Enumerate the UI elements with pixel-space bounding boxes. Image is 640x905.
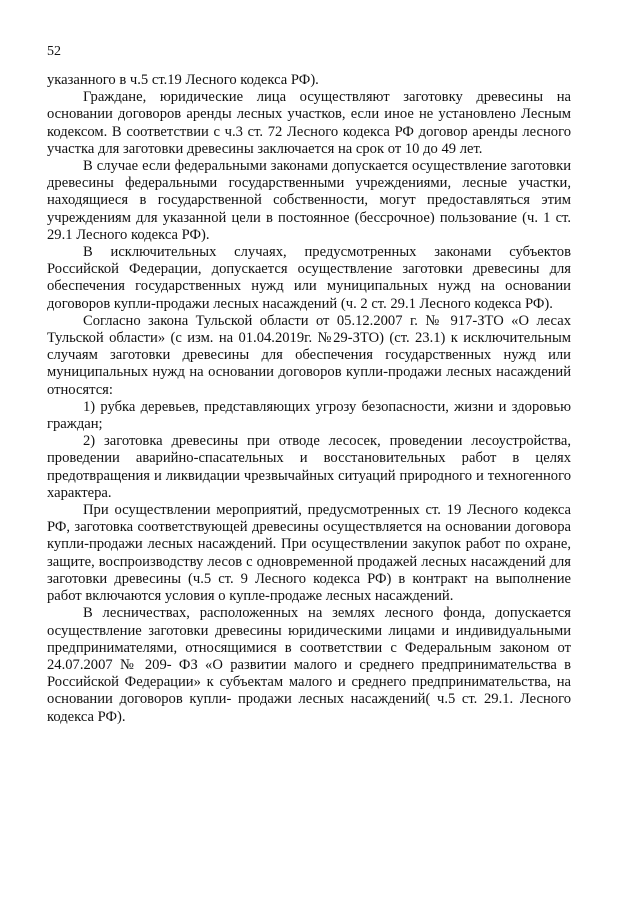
paragraph-small-business: В лесничествах, расположенных на землях лесного фонда, допускается осуществление заготовки древесины юридическими лицами и индивидуальными предпринимателями, относящимися в соответствии с Федеральным законом от 24.07.2007 № 209- ФЗ «О развитии малого и среднего предпринимательства в Российской Федерации» к субъектам малого и среднего предпринимательства, на основании договоров купли- продажи лесных насаждений( ч.5 ст. 29.1. Лесного кодекса РФ). [47,605,571,725]
list-item-1: 1) рубка деревьев, представляющих угрозу безопасности, жизни и здоровью граждан; [47,398,571,433]
body-text [47,72,571,726]
page-number: 52 [47,44,61,59]
paragraph-continuation: указанного в ч.5 ст.19 Лесного кодекса РФ). [47,72,319,88]
paragraph-federal-institutions: В случае если федеральными законами допускается осуществление заготовки древесины федеральными государственными учреждениями, лесные участки, находящиеся в государственной собственности, могут предоставляться этим учреждениям для указанной цели в постоянное (бессрочное) пользование (ч. 1 ст. 29.1 Лесного кодекса РФ). [47,158,571,243]
paragraph-lease: Граждане, юридические лица осуществляют заготовку древесины на основании договоров аренды лесных участков, если иное не установлено Лесным кодексом. В соответствии с ч.3 ст. 72 Лесного кодекса РФ договор аренды лесного участка для заготовки древесины заключается на срок от 10 до 49 лет. [47,89,571,157]
list-item-2: 2) заготовка древесины при отводе лесосек, проведении лесоустройства, проведении аварийно-спасательных и восстановительных работ в целях предотвращения и ликвидации чрезвычайных ситуаций природного и техногенного характера. [47,433,571,501]
paragraph-exceptional-cases: В исключительных случаях, предусмотренных законами субъектов Российской Федерации, допускается осуществление заготовки древесины для обеспечения государственных нужд или муниципальных нужд на основании договоров купли-продажи лесных насаждений (ч. 2 ст. 29.1 Лесного кодекса РФ). [47,244,571,312]
paragraph-article-19: При осуществлении мероприятий, предусмотренных ст. 19 Лесного кодекса РФ, заготовка соответствующей древесины осуществляется на основании договора купли-продажи лесных насаждений. При осуществлении закупок работ по охране, защите, воспроизводству лесов с одновременной продажей лесных насаждений для заготовки древесины (ч.5 ст. 9 Лесного кодекса РФ) в контракт на выполнение работ включаются условия о купле-продаже лесных насаждений. [47,502,571,605]
paragraph-tula-law: Согласно закона Тульской области от 05.12.2007 г. № 917-ЗТО «О лесах Тульской области» (с изм. на 01.04.2019г. №29-ЗТО) (ст. 23.1) к исключительным случаям заготовки древесины для обеспечения государственных нужд или муниципальных нужд на основании договоров купли-продажи лесных насаждений относятся: [47,312,571,398]
